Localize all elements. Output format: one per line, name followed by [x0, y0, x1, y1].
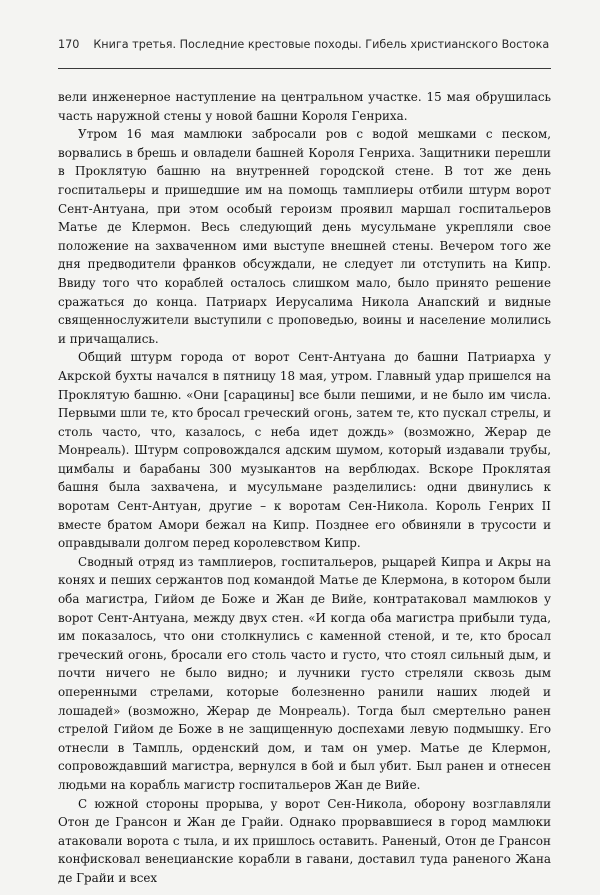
page-number: 170 — [58, 38, 80, 51]
paragraph-2: Утром 16 мая мамлюки забросали ров с водой мешками с песком, ворвались в брешь и овладели башней Короля Генриха. Защитники перешли в Проклятую башню на внутренней городской стене. В тот же день госпитальеры и пришедшие им на помощь тамплиеры отбили штурм ворот Сент-Антуана, при этом особый героизм проявил маршал госпитальеров Матье де Клермон. Весь следующий день мусульмане укрепляли свое положение на захваченном ими выступе внешней стены. Вечером того же дня предводители франков обсуждали, не следует ли отступить на Кипр. Ввиду того что кораблей осталось слишком мало, было принято решение сражаться до конца. Патриарх Иерусалима Никола Анапский и видные священнослужители выступили с проповедью, воины и население молились и причащались. — [58, 127, 551, 346]
body-text — [58, 88, 551, 888]
paragraph-1: вели инженерное наступление на центральном участке. 15 мая обрушилась часть наружной стены у новой башни Короля Генриха. — [58, 90, 551, 123]
paragraph-5: С южной стороны прорыва, у ворот Сен-Никола, оборону возглавляли Отон де Грансон и Жан де Грайи. Однако прорвавшиеся в город мамлюки атаковали ворота с тыла, и их пришлось оставить. Раненый, Отон де Грансон конфисковал венецианские корабли в гавани, доставил туда раненого Жана де Грайи и всех — [58, 796, 551, 885]
header-rule — [58, 68, 551, 69]
running-header — [58, 38, 558, 58]
paragraph-4: Сводный отряд из тамплиеров, госпитальеров, рыцарей Кипра и Акры на конях и пеших сержантов под командой Матье де Клермона, в котором были оба магистра, Гийом де Боже и Жан де Вийе, контратаковал мамлюков у ворот Сент-Антуана, между двух стен. «И когда оба магистра прибыли туда, им показалось, что они столкнулись с каменной стеной, и те, кто бросал греческий огонь, бросали его столь часто и густо, что стоял сильный дым, и почти ничего не было видно; и лучники густо стреляли сквозь дым оперенными стрелами, которые болезненно ранили наших людей и лошадей» (возможно, Жерар де Монреаль). Тогда был смертельно ранен стрелой Гийом де Боже в не защищенную доспехами левую подмышку. Его отнесли в Тампль, орденский дом, и там он умер. Матье де Клермон, сопровождавший магистра, вернулся в бой и был убит. Был ранен и отнесен людьми на корабль магистр госпитальеров Жан де Вийе. — [58, 554, 551, 792]
running-title: Книга третья. Последние крестовые походы. Гибель христианского Востока — [93, 38, 550, 51]
paragraph-3: Общий штурм города от ворот Сент-Антуана до башни Патриарха у Акрской бухты начался в пятницу 18 мая, утром. Главный удар пришелся на Проклятую башню. «Они [сарацины] все были пешими, и не было им числа. Первыми шли те, кто бросал греческий огонь, затем те, кто пускал стрелы, и столь часто, что, казалось, с неба идет дождь» (возможно, Жерар де Монреаль). Штурм сопровождался адским шумом, который издавали трубы, цимбалы и барабаны 300 музыкантов на верблюдах. Вскоре Проклятая башня была захвачена, и мусульмане разделились: одни двинулись к воротам Сент-Антуан, другие – к воротам Сен-Никола. Король Генрих II вместе братом Амори бежал на Кипр. Позднее его обвиняли в трусости и оправдывали долгом перед королевством Кипр. — [58, 350, 551, 551]
